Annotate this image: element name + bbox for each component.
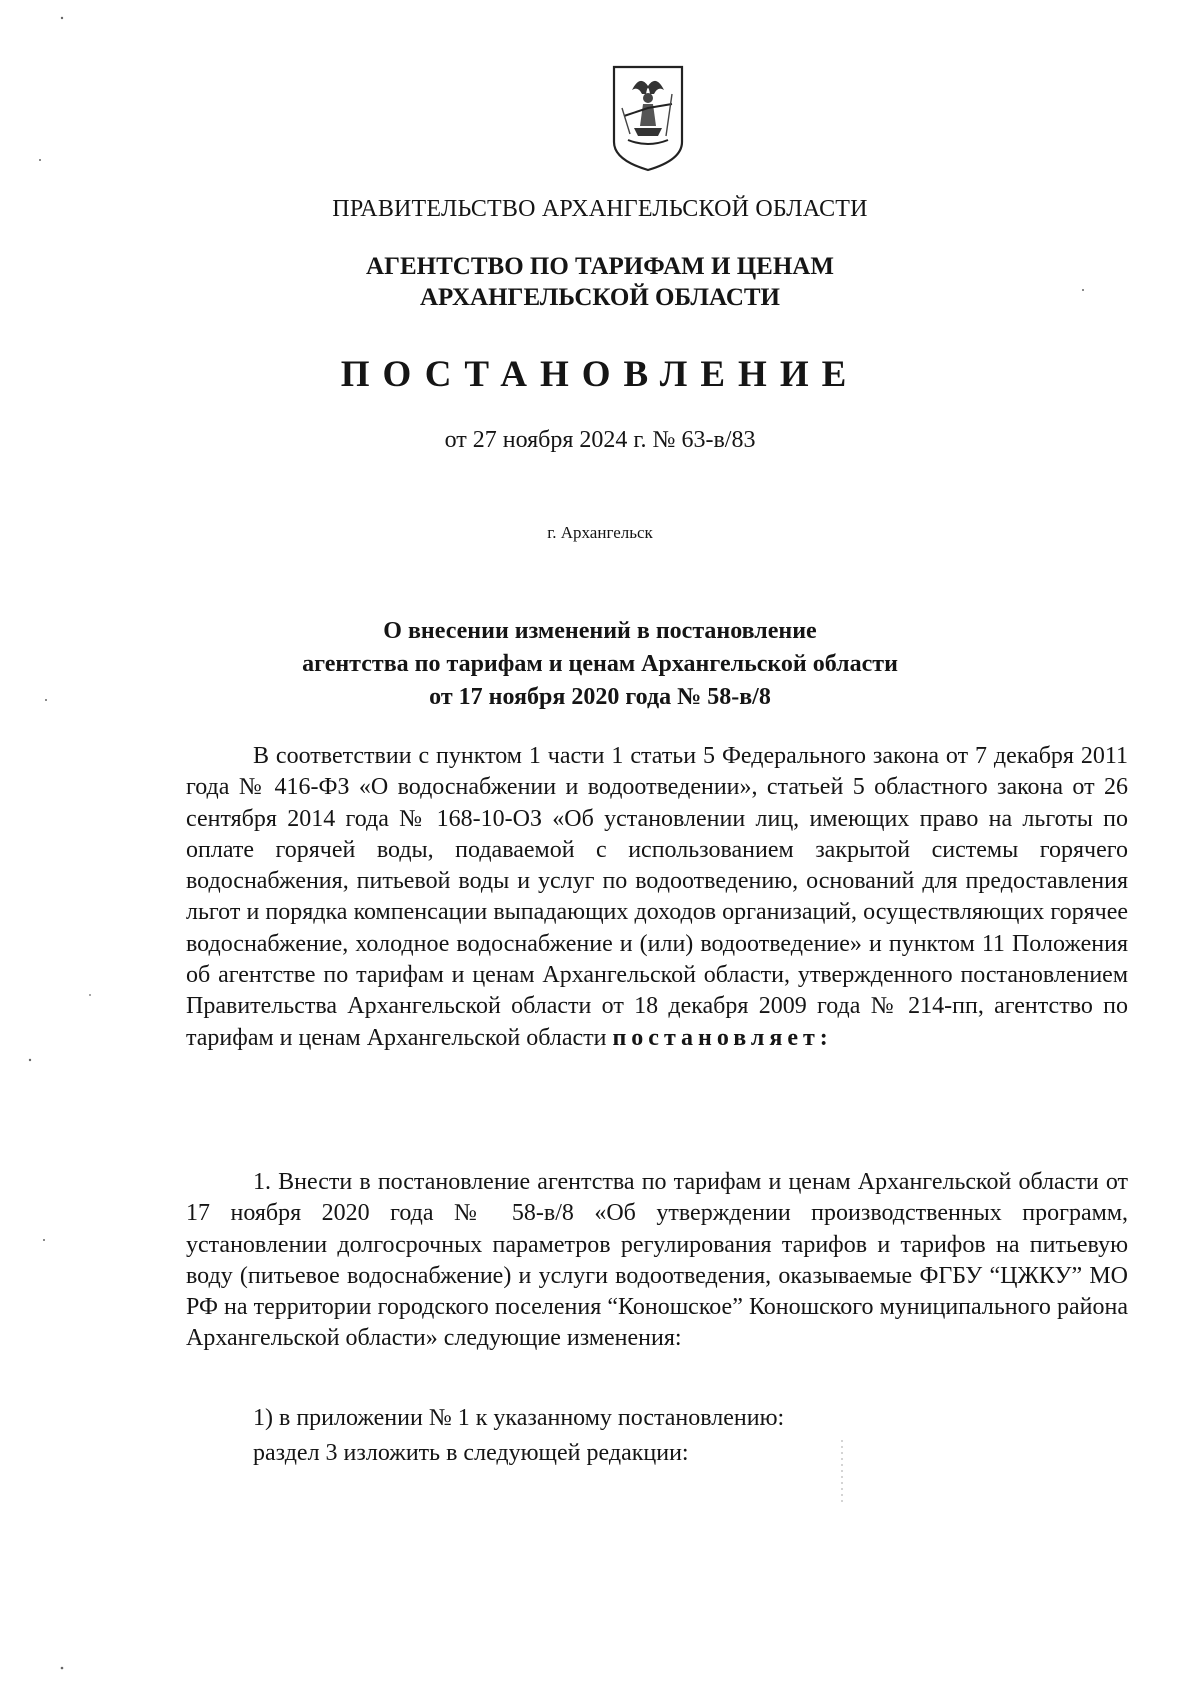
decree-word: постановляет: <box>612 1024 833 1051</box>
agency-name-line2: АРХАНГЕЛЬСКОЙ ОБЛАСТИ <box>420 284 780 311</box>
document-type-title: ПОСТАНОВЛЕНИЕ <box>340 354 860 395</box>
government-name: ПРАВИТЕЛЬСТВО АРХАНГЕЛЬСКОЙ ОБЛАСТИ <box>332 196 868 222</box>
subject-line2: агентства по тарифам и ценам Архангельской области <box>302 651 898 677</box>
document-city: г. Архангельск <box>547 523 653 542</box>
item-1-paragraph: 1. Внести в постановление агентства по тарифам и ценам Архангельской области от 17 ноября 2020 года № 58-в/8 «Об утверждении производственных программ, установлении долгосрочных параметров регулирования тарифов и тарифов на питьевую воду (питьевое водоснабжение) и услуги водоотведения, оказываемые ФГБУ “ЦЖКУ” МО РФ на территории городского поселения “Коношское” Коношского муниципального района Архангельской области» следующие изменения: <box>186 1169 1128 1352</box>
subject-line1: О внесении изменений в постановление <box>383 618 817 644</box>
subitem-2-paragraph: раздел 3 изложить в следующей редакции: <box>253 1440 689 1466</box>
agency-name <box>0 251 1200 313</box>
preamble-paragraph <box>186 741 1128 1054</box>
subject-line3: от 17 ноября 2020 года № 58-в/8 <box>429 684 771 710</box>
agency-name-line1: АГЕНТСТВО ПО ТАРИФАМ И ЦЕНАМ <box>366 253 834 280</box>
subitem-1-paragraph: 1) в приложении № 1 к указанному постановлению: <box>253 1405 785 1431</box>
preamble-text: В соответствии с пунктом 1 части 1 статьи 5 Федерального закона от 7 декабря 2011 года № 416-ФЗ «О водоснабжении и водоотведении», статьей 5 областного закона от 26 сентября 2014 года № 168-10-ОЗ «Об установлении лиц, имеющих право на льготы по оплате горячей воды, подаваемой с использованием закрытой системы горячего водоснабжения, питьевой воды и услуг по водоотведению, оснований для предоставления льгот и порядка компенсации выпадающих доходов организаций, осуществляющих горячее водоснабжение, холодное водоснабжение и (или) водоотведение» и пунктом 11 Положения об агентстве по тарифам и ценам Архангельской области, утвержденного постановлением Правительства Архангельской области от 18 декабря 2009 года № 214-пп, агентство по тарифам и ценам Архангельской области <box>186 743 1128 1051</box>
document-date-number: от 27 ноября 2024 г. № 63-в/83 <box>444 427 756 453</box>
coat-of-arms-icon <box>610 64 686 174</box>
document-subject <box>0 615 1200 714</box>
